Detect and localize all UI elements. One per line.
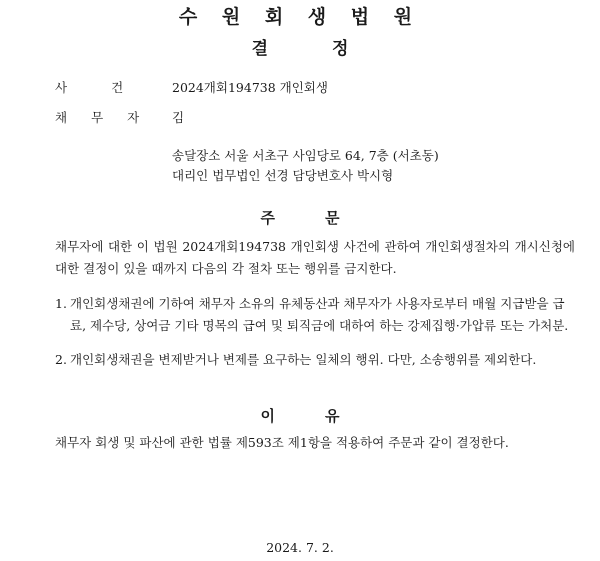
debtor-value: 김 (172, 110, 185, 125)
order-item-number: 1. (55, 296, 67, 311)
doc-type-char-1: 결 (251, 39, 268, 59)
debtor-label-char-2: 무 (91, 110, 104, 125)
service-address: 송달장소 서울 서초구 사임당로 64, 7층 (서초동) (172, 148, 439, 163)
reason-heading (0, 405, 600, 426)
case-label-char-2: 건 (111, 80, 124, 95)
case-label-char-1: 사 (55, 80, 68, 95)
order-item-text: 개인회생채권에 기하여 채무자 소유의 유체동산과 채무자가 사용자로부터 매월 지급받을 급료, 제수당, 상여금 기타 명목의 급여 및 퇴직금에 대하여 하는 강제집행·가압류 또는 가처분. (70, 296, 569, 333)
case-value: 2024개회194738 개인회생 (172, 80, 328, 95)
order-heading (0, 207, 600, 228)
debtor-label-char-3: 자 (127, 110, 140, 125)
order-item-number: 2. (55, 352, 67, 367)
doc-type-char-2: 정 (332, 39, 349, 59)
reason-heading-char-2: 유 (325, 407, 340, 425)
order-item-2 (55, 349, 575, 371)
decision-date: 2024. 7. 2. (266, 540, 334, 555)
order-heading-char-2: 문 (325, 209, 340, 227)
court-name: 수 원 회 생 법 원 (178, 6, 422, 28)
reason-text: 채무자 회생 및 파산에 관한 법률 제593조 제1항을 적용하여 주문과 같이 결정한다. (55, 435, 509, 450)
reason-heading-char-1: 이 (260, 407, 275, 425)
order-item-text: 개인회생채권을 변제받거나 변제를 요구하는 일체의 행위. 다만, 소송행위를 제외한다. (70, 352, 537, 367)
order-item-1 (55, 293, 575, 337)
order-intro: 채무자에 대한 이 법원 2024개회194738 개인회생 사건에 관하여 개인회생절차의 개시신청에 대한 결정이 있을 때까지 다음의 각 절차 또는 행위를 금지한다. (55, 239, 575, 276)
document-type-title (0, 34, 600, 59)
debtor-label-char-1: 채 (55, 110, 68, 125)
order-heading-char-1: 주 (260, 209, 275, 227)
case-label (55, 78, 123, 96)
representative: 대리인 법무법인 선경 담당변호사 박시형 (172, 168, 394, 183)
debtor-label (55, 108, 139, 126)
